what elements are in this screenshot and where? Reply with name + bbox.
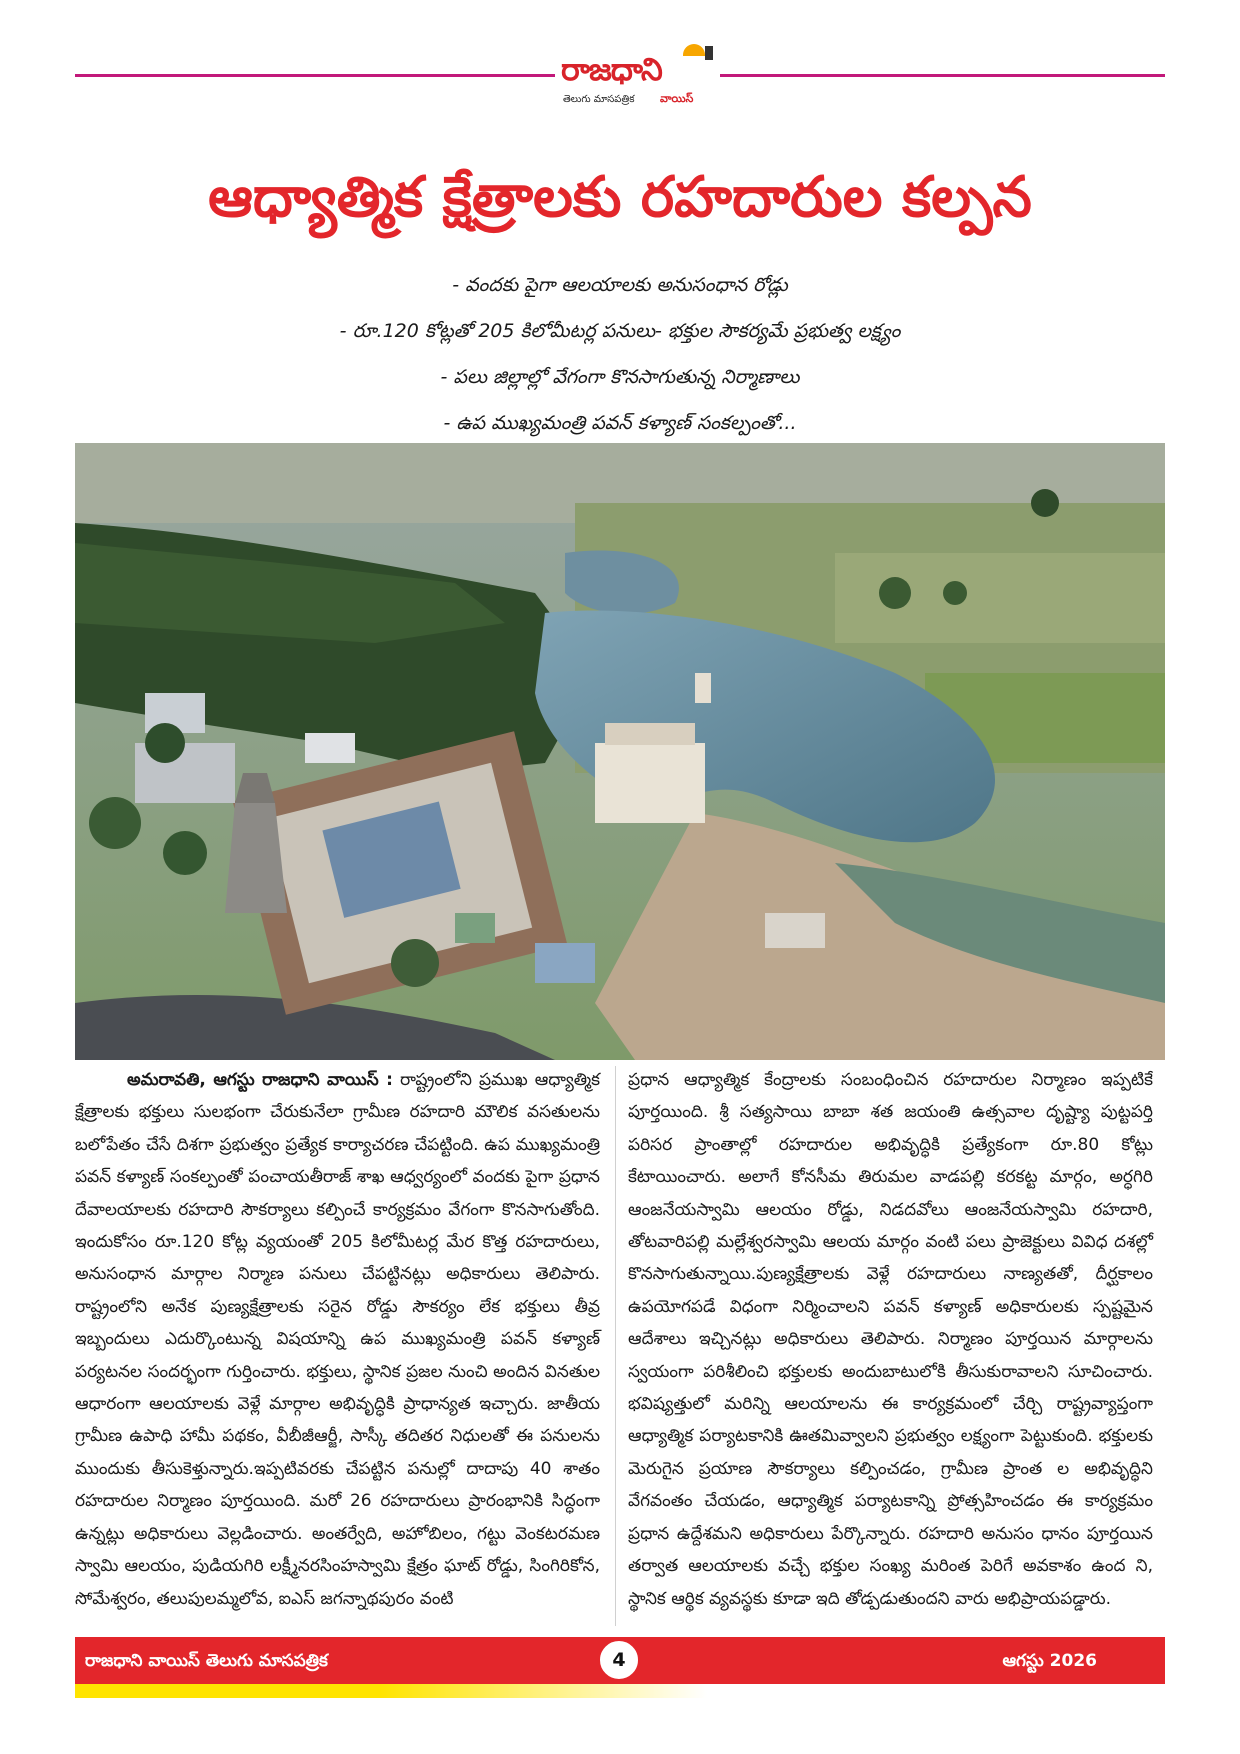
article-body-right: ప్రధాన ఆధ్యాత్మిక కేంద్రాలకు సంబంధించిన రహదారుల నిర్మాణం ఇప్పటికే పూర్తయింది. శ్రీ సత్యసాయి బాబా శత జయంతి ఉత్సవాల దృష్ట్యా పుట్టపర్తి పరిసర ప్రాంతాల్లో రహదారుల అభివృద్ధికి ప్రత్యేకంగా రూ.80 కోట్లు కేటాయించారు. అలాగే కోనసీమ తిరుమల వాడపల్లి కరకట్ట మార్గం, అర్ధగిరి ఆంజనేయస్వామి ఆలయం రోడ్డు, నిడదవోలు ఆంజనేయస్వామి రహదారి, తోటవారిపల్లి మల్లేశ్వరస్వామి ఆలయ మార్గం వంటి పలు ప్రాజెక్టులు వివిధ దశల్లో కొనసాగుతున్నాయి.పుణ్యక్షేత్రాలకు వెళ్లే రహదారులు నాణ్యతతో, దీర్ఘకాలం ఉపయోగపడే విధంగా నిర్మించాలని పవన్ కళ్యాణ్ అధికారులకు స్పష్టమైన ఆదేశాలు ఇచ్చినట్లు అధికారులు తెలిపారు. నిర్మాణం పూర్తయిన మార్గాలను స్వయంగా పరిశీలించి భక్తులకు అందుబాటులోకి తీసుకురావాలని సూచించారు. భవిష్యత్తులో మరిన్ని ఆలయాలను ఈ కార్యక్రమంలో చేర్చి రాష్ట్రవ్యాప్తంగా ఆధ్యాత్మిక పర్యాటకానికి ఊతమివ్వాలని ప్రభుత్వం లక్ష్యంగా పెట్టుకుంది. భక్తులకు మెరుగైన ప్రయాణ సౌకర్యాలు కల్పించడం, గ్రామీణ ప్రాంత ల అభివృద్ధిని వేగవంతం చేయడం, ఆధ్యాత్మిక పర్యాటకాన్ని ప్రోత్సహించడం ఈ కార్యక్రమం ప్రధాన ఉద్దేశమని అధికారులు పేర్కొన్నారు. రహదారి అనుసం ధానం పూర్తయిన తర్వాత ఆలయాలకు వచ్చే భక్తుల సంఖ్య మరింత పెరిగే అవకాశం ఉంద ని, స్థానిక ఆర్థిక వ్యవస్థకు కూడా ఇది తోడ్పడుతుందని వారు అభిప్రాయపడ్డారు. — [628, 1070, 1153, 1609]
subheadline: - వందకు పైగా ఆలయాలకు అనుసంధాన రోడ్లు — [452, 274, 788, 296]
footer-issue: ఆగస్టు 2026 — [1002, 1651, 1097, 1671]
tower-icon — [705, 46, 713, 60]
footer-accent-bar — [75, 1684, 1165, 1698]
masthead-name: రాజధాని — [561, 52, 662, 88]
photo-illustration — [75, 443, 1165, 1060]
article-headline: ఆధ్యాత్మిక క్షేత్రాలకు రహదారుల కల్పన — [208, 165, 1032, 230]
subheadline: - ఉప ముఖ్యమంత్రి పవన్ కళ్యాణ్ సంకల్పంతో... — [443, 412, 797, 434]
subheadline: - రూ.120 కోట్లతో 205 కిలోమీటర్ల పనులు- భక్తుల సౌకర్యమే ప్రభుత్వ లక్ష్యం — [339, 320, 901, 342]
subheadlines — [75, 262, 1165, 446]
page-footer — [75, 1637, 1165, 1684]
article-body-left: రాష్ట్రంలోని ప్రముఖ ఆధ్యాత్మిక క్షేత్రాలకు భక్తులు సులభంగా చేరుకునేలా గ్రామీణ రహదారి మౌలిక వసతులను బలోపేతం చేసే దిశగా ప్రభుత్వం ప్రత్యేక కార్యాచరణ చేపట్టింది. ఉప ముఖ్యమంత్రి పవన్ కళ్యాణ్ సంకల్పంతో పంచాయతీరాజ్ శాఖ ఆధ్వర్యంలో వందకు పైగా ప్రధాన దేవాలయాలకు రహదారి సౌకర్యాలు కల్పించే కార్యక్రమం వేగంగా కొనసాగుతోంది. ఇందుకోసం రూ.120 కోట్ల వ్యయంతో 205 కిలోమీటర్ల మేర కొత్త రహదారులు, అనుసంధాన మార్గాల నిర్మాణ పనులు చేపట్టినట్లు అధికారులు తెలిపారు. రాష్ట్రంలోని అనేక పుణ్యక్షేత్రాలకు సరైన రోడ్డు సౌకర్యం లేక భక్తులు తీవ్ర ఇబ్బందులు ఎదుర్కొంటున్న విషయాన్ని ఉప ముఖ్యమంత్రి పవన్ కళ్యాణ్ పర్యటనల సందర్భంగా గుర్తించారు. భక్తులు, స్థానిక ప్రజల నుంచి అందిన వినతుల ఆధారంగా ఆలయాలకు వెళ్లే మార్గాల అభివృద్ధికి ప్రాధాన్యత ఇచ్చారు. జాతీయ గ్రామీణ ఉపాధి హామీ పథకం, వీబీజీఆర్జీ, సాస్కీ తదితర నిధులతో ఈ పనులను ముందుకు తీసుకెళ్తున్నారు.ఇప్పటివరకు చేపట్టిన పనుల్లో దాదాపు 40 శాతం రహదారుల నిర్మాణం పూర్తయింది. మరో 26 రహదారులు ప్రారంభానికి సిద్ధంగా ఉన్నట్లు అధికారులు వెల్లడించారు. అంతర్వేది, అహోబిలం, గట్టు వెంకటరమణ స్వామి ఆలయం, పుడియగిరి లక్ష్మీనరసింహస్వామి క్షేత్రం ఘాట్ రోడ్డు, సింగిరికోన, సోమేశ్వరం, తలుపులమ్మలోవ, ఐఎస్ జగన్నాథపురం వంటి — [75, 1070, 600, 1609]
subheadline: - పలు జిల్లాల్లో వేగంగా కొనసాగుతున్న నిర్మాణాలు — [440, 366, 800, 388]
article-column-right — [628, 1064, 1153, 1615]
footer-publication: రాజధాని వాయిస్ తెలుగు మాసపత్రిక — [85, 1651, 328, 1671]
masthead-logo — [555, 44, 720, 110]
masthead-tagline: తెలుగు మాసపత్రిక — [563, 94, 635, 105]
article-column-left — [75, 1064, 600, 1615]
article-dateline: అమరావతి, ఆగస్టు రాజధాని వాయిస్ : — [127, 1070, 393, 1090]
column-divider — [615, 1066, 616, 1626]
masthead-voice: వాయిస్ — [660, 92, 694, 105]
sun-icon — [683, 44, 705, 56]
temple-aerial-photo — [75, 443, 1165, 1060]
page-number: 4 — [598, 1639, 640, 1681]
